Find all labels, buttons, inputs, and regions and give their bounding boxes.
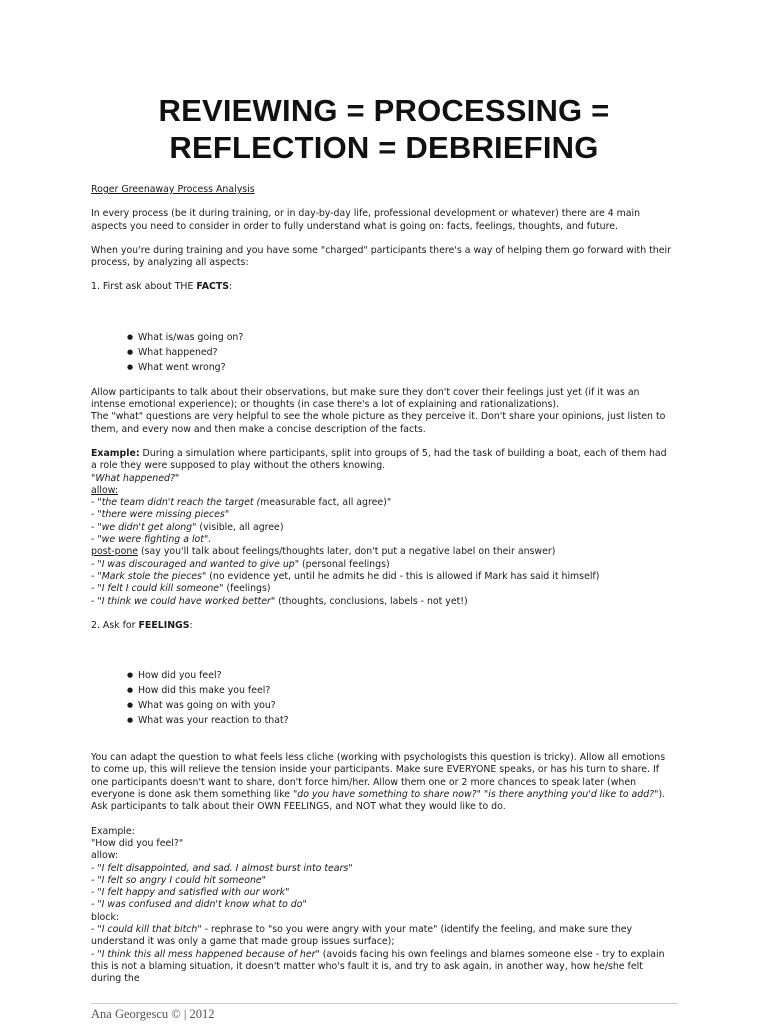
feelings-allow-item: - "I was confused and didn't know what to do" [91, 899, 307, 911]
intro-paragraph-1: In every process (be it during training, or in day-by-day life, professional development or whatever) there are 4 main aspects you need to consider in order to fully understand what is going on: facts, feelings, thoughts, and future. [91, 208, 641, 232]
list-item: ● How did this make you feel? [127, 683, 671, 698]
facts-postpone-item: - "I felt I could kill someone" (feelings) [91, 583, 271, 595]
list-item: ● How did you feel? [127, 668, 671, 683]
feelings-allow-item: - "I felt so angry I could hit someone" [91, 874, 266, 886]
list-item: ● What happened? [127, 345, 671, 360]
feelings-allow-label: allow: [91, 850, 119, 862]
list-item: ● What was going on with you? [127, 698, 671, 713]
facts-heading: 1. First ask about THE FACTS: [91, 281, 233, 293]
title-line-2: REFLECTION = DEBRIEFING [169, 130, 599, 165]
feelings-block-item: - "I think this all mess happened because of her" (avoids facing his own feelings and blames someone else - try to explain this is not a blaming situation, it doesn't matter who's fault it is, and try to ask again, in another way, how he/she felt during the [91, 948, 665, 985]
facts-question: "What happened?" [91, 472, 180, 484]
footer-credit: Ana Georgescu © | 2012 [91, 1007, 215, 1021]
list-item: ● What was your reaction to that? [127, 713, 671, 728]
facts-postpone-item: - "I think we could have worked better" (thoughts, conclusions, labels - not yet!) [91, 595, 468, 607]
facts-example: Example: During a simulation where participants, split into groups of 5, had the task of building a boat, each of them had a role they were supposed to play without the others knowing. [91, 447, 667, 472]
facts-postpone-item: - "I was discouraged and wanted to give up" (personal feelings) [91, 558, 390, 570]
intro-paragraph-2: When you're during training and you have some "charged" participants there's a way of helping them go forward with their process, by analyzing all aspects: [91, 244, 671, 269]
feelings-paragraph: You can adapt the question to what feels less cliche (working with psychologists this question is tricky). Allow all emotions to come up, this will relieve the tension inside your participants. Make sure EVERYONE speaks, or has his turn to share. If one participants doesn't want to share, don't force him/her. Allow them one or 2 more chances to speak later (when everyone is done ask them something like "do you have something to share now?" "is there anything you'd like to add?"). Ask participants to talk about their OWN FEELINGS, and NOT what they would like to do. [91, 752, 666, 813]
facts-paragraph-1: Allow participants to talk about their observations, but make sure they don't cover their feelings just yet (if it was an intense emotional experience); or thoughts (in case there's a lot of explaining and rationalizations). [91, 386, 640, 411]
facts-allow-item: - "we didn't get along" (visible, all agree) [91, 521, 284, 533]
title-line-1: REVIEWING = PROCESSING = [158, 93, 610, 128]
feelings-question: "How did you feel?" [91, 837, 184, 849]
postpone-line: post-pone (say you'll talk about feelings/thoughts later, don't put a negative label on their answer) [91, 546, 556, 558]
facts-allow-item: - "there were missing pieces" [91, 509, 230, 521]
feelings-allow-item: - "I felt happy and satisfied with our work" [91, 887, 290, 899]
facts-paragraph-2: The "what" questions are very helpful to see the whole picture as they perceive it. Don't share your opinions, just listen to them, and every now and then make a concise description of the facts. [91, 411, 666, 435]
facts-bullet-list [91, 330, 671, 375]
facts-allow-item: - "we were fighting a lot". [91, 534, 212, 546]
allow-label: allow: [91, 484, 119, 496]
facts-allow-item: - "the team didn't reach the target (measurable fact, all agree)" [91, 497, 392, 509]
subtitle: Roger Greenaway Process Analysis [91, 184, 255, 195]
facts-postpone-item: - "Mark stole the pieces" (no evidence yet, until he admits he did - this is allowed if Mark has said it himself) [91, 570, 600, 582]
feelings-block-item: - "I could kill that bitch" - rephrase to "so you were angry with your mate" (identify the feeling, and make sure they understand it was only a game that made group issues surface); [91, 923, 633, 948]
footer-divider [91, 1003, 678, 1004]
list-item: ● What is/was going on? [127, 330, 671, 345]
feelings-bullet-list [91, 668, 671, 728]
feelings-allow-item: - "I felt disappointed, and sad. I almost burst into tears" [91, 862, 353, 874]
feelings-block-label: block: [91, 911, 120, 923]
list-item: ● What went wrong? [127, 360, 671, 375]
document-body [91, 184, 671, 985]
feelings-example-label: Example: [91, 825, 135, 837]
feelings-heading: 2. Ask for FEELINGS: [91, 619, 193, 631]
